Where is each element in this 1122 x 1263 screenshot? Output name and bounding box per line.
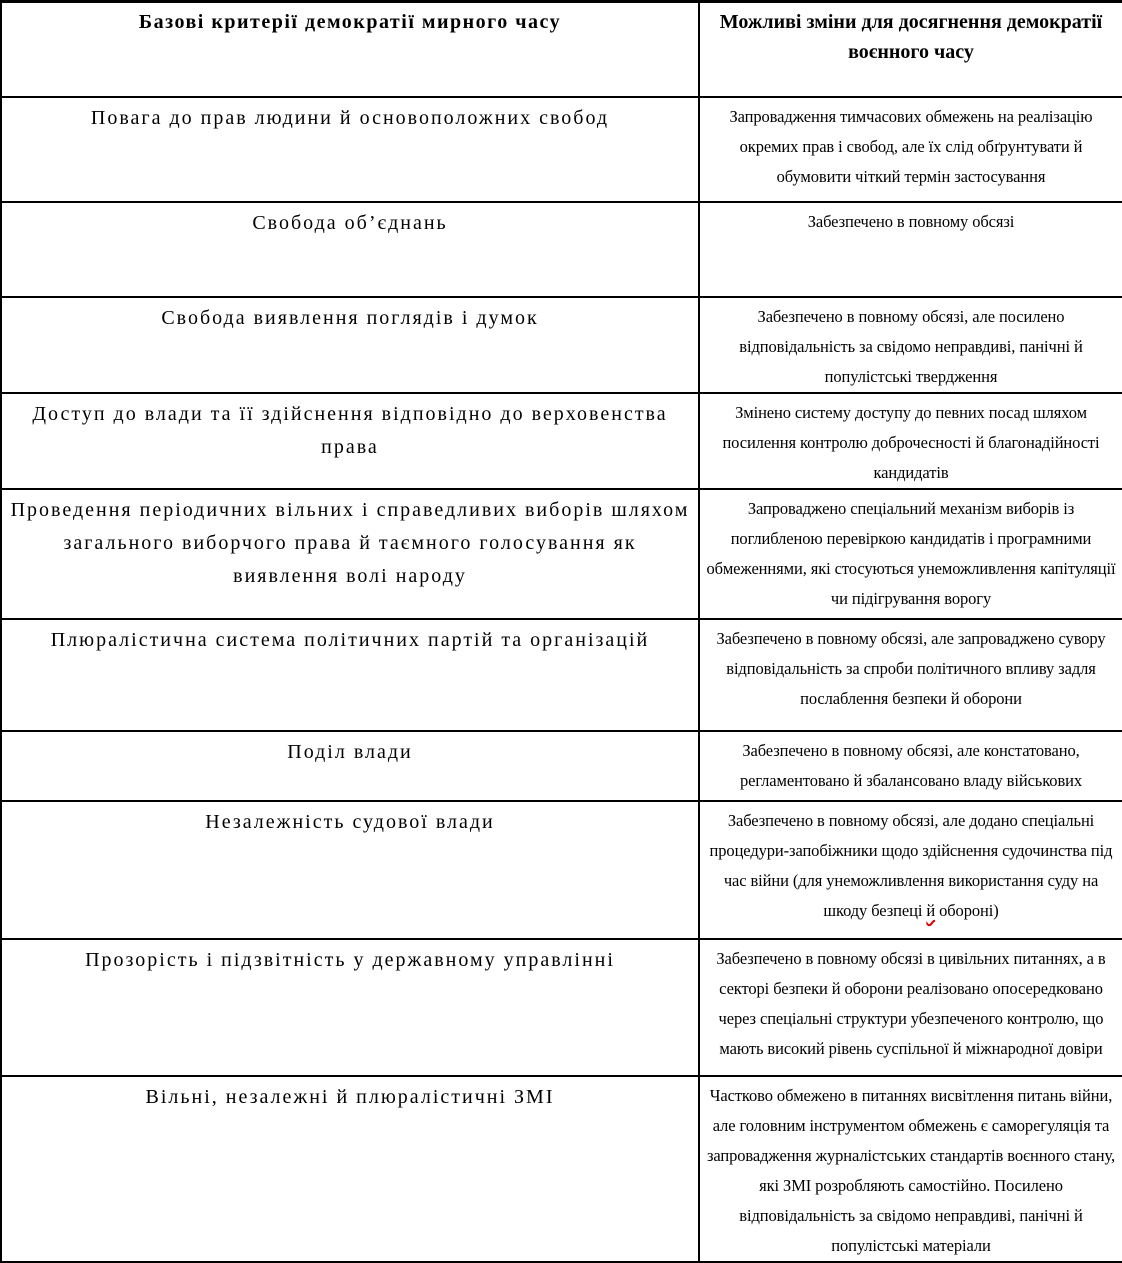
criterion-cell: Доступ до влади та її здійснення відповідно до верховенства права: [1, 393, 699, 489]
criterion-cell: Вільні, незалежні й плюралістичні ЗМІ: [1, 1076, 699, 1262]
table-header-row: [1, 2, 1122, 97]
criterion-cell: Свобода виявлення поглядів і думок: [1, 297, 699, 393]
change-cell: Забезпечено в повному обсязі, але констатовано, регламентовано й збалансовано владу військових: [699, 731, 1122, 801]
change-cell: Частково обмежено в питаннях висвітлення питань війни, але головним інструментом обмежень є саморегуляція та запровадження журналістських стандартів воєнного стану, які ЗМІ розробляють самостійно. Посилено відповідальність за свідомо неправдиві, панічні й популістські матеріали: [699, 1076, 1122, 1262]
table-row: [1, 1076, 1122, 1262]
criterion-cell: Незалежність судової влади: [1, 801, 699, 939]
change-cell: Забезпечено в повному обсязі, але посилено відповідальність за свідомо неправдиві, панічні й популістські твердження: [699, 297, 1122, 393]
criterion-cell: Прозорість і підзвітність у державному управлінні: [1, 939, 699, 1076]
change-cell: Запровадження тимчасових обмежень на реалізацію окремих прав і свобод, але їх слід обґрунтувати й обумовити чіткий термін застосування: [699, 97, 1122, 202]
table-row: [1, 731, 1122, 801]
table-row: [1, 202, 1122, 297]
change-cell: Змінено систему доступу до певних посад шляхом посилення контролю доброчесності й благонадійності кандидатів: [699, 393, 1122, 489]
change-cell: Забезпечено в повному обсязі в цивільних питаннях, а в секторі безпеки й оборони реалізовано опосередковано через спеціальні структури убезпеченого контролю, що мають високий рівень суспільної й міжнародної довіри: [699, 939, 1122, 1076]
table-row: [1, 489, 1122, 619]
criterion-cell: Свобода об’єднань: [1, 202, 699, 297]
change-text-segment: Забезпечено в повному обсязі, але додано спеціальні процедури-запобіжники щодо здійснення судочинства під час війни (для унеможливлення використання суду на шкоду безпеці: [709, 810, 1113, 920]
change-cell: Запроваджено спеціальний механізм виборів із поглибленою перевіркою кандидатів і програмними обмеженнями, які стосуються унеможливлення капітуляції чи підігрування ворогу: [699, 489, 1122, 619]
change-text-segment: обороні): [935, 900, 999, 920]
change-cell: Забезпечено в повному обсязі: [699, 202, 1122, 297]
table-row: [1, 801, 1122, 939]
change-cell: [699, 801, 1122, 939]
table-row: [1, 297, 1122, 393]
criterion-cell: Поділ влади: [1, 731, 699, 801]
criterion-cell: Повага до прав людини й основоположних свобод: [1, 97, 699, 202]
change-cell: Забезпечено в повному обсязі, але запроваджено сувору відповідальність за спроби політичного впливу задля послаблення безпеки й оборони: [699, 619, 1122, 731]
header-cell-wartime-changes: Можливі зміни для досягнення демократії воєнного часу: [699, 2, 1122, 97]
criterion-cell: Плюралістична система політичних партій та організацій: [1, 619, 699, 731]
table-row: [1, 97, 1122, 202]
table-row: [1, 393, 1122, 489]
header-cell-peacetime-criteria: Базові критерії демократії мирного часу: [1, 2, 699, 97]
table-row: [1, 939, 1122, 1076]
table-row: [1, 619, 1122, 731]
criterion-cell: Проведення періодичних вільних і справедливих виборів шляхом загального виборчого права й таємного голосування як виявлення волі народу: [1, 489, 699, 619]
spellcheck-flagged-word: й: [926, 900, 936, 920]
